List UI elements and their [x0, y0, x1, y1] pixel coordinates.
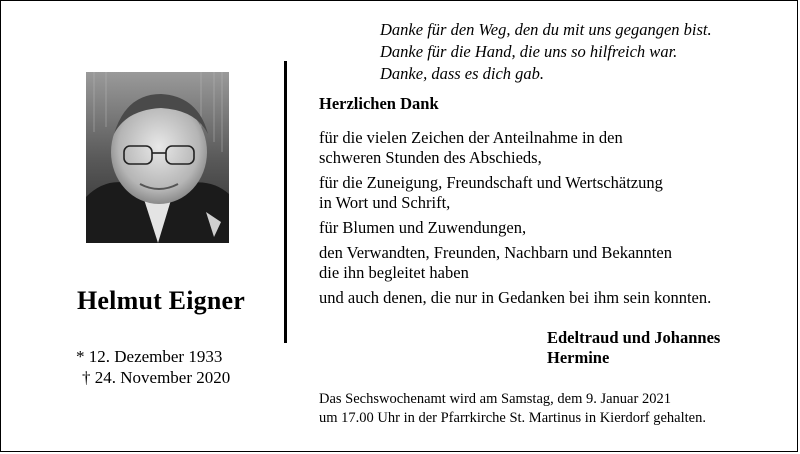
text-line: für Blumen und Zuwendungen,: [319, 218, 527, 237]
thanks-text: [319, 128, 711, 313]
poem-line: Danke für den Weg, den du mit uns gegangen bist.: [380, 20, 712, 39]
signature-line: Edeltraud und Johannes: [547, 328, 721, 347]
poem-line: Danke, dass es dich gab.: [380, 64, 545, 83]
life-dates: [76, 346, 230, 388]
notice-line: Das Sechswochenamt wird am Samstag, dem 9. Januar 2021: [319, 391, 671, 407]
thanks-paragraph: [319, 288, 711, 308]
vertical-divider: [284, 61, 287, 343]
birth-date: * 12. Dezember 1933: [76, 347, 223, 366]
signature: [547, 328, 720, 368]
notice-line: um 17.00 Uhr in der Pfarrkirche St. Martinus in Kierdorf gehalten.: [319, 410, 706, 426]
mass-notice: [319, 390, 706, 428]
text-line: für die Zuneigung, Freundschaft und Wertschätzung: [319, 173, 663, 192]
text-line: schweren Stunden des Abschieds,: [319, 148, 542, 167]
signature-line: Hermine: [547, 348, 610, 367]
text-line: und auch denen, die nur in Gedanken bei ihm sein konnten.: [319, 288, 712, 307]
portrait-photo: [86, 72, 229, 243]
thanks-heading: Herzlichen Dank: [319, 94, 439, 113]
text-line: in Wort und Schrift,: [319, 193, 451, 212]
thanks-paragraph: [319, 218, 711, 238]
poem-line: Danke für die Hand, die uns so hilfreich war.: [380, 42, 678, 61]
deceased-name: Helmut Eigner: [77, 286, 245, 315]
text-line: den Verwandten, Freunden, Nachbarn und Bekannten: [319, 243, 672, 262]
thanks-paragraph: [319, 128, 711, 168]
thanks-paragraph: [319, 243, 711, 283]
thanks-paragraph: [319, 173, 711, 213]
portrait-image: [86, 72, 229, 243]
text-line: für die vielen Zeichen der Anteilnahme in den: [319, 128, 623, 147]
text-line: die ihn begleitet haben: [319, 263, 469, 282]
death-date: † 24. November 2020: [82, 368, 231, 387]
poem: [380, 19, 712, 85]
